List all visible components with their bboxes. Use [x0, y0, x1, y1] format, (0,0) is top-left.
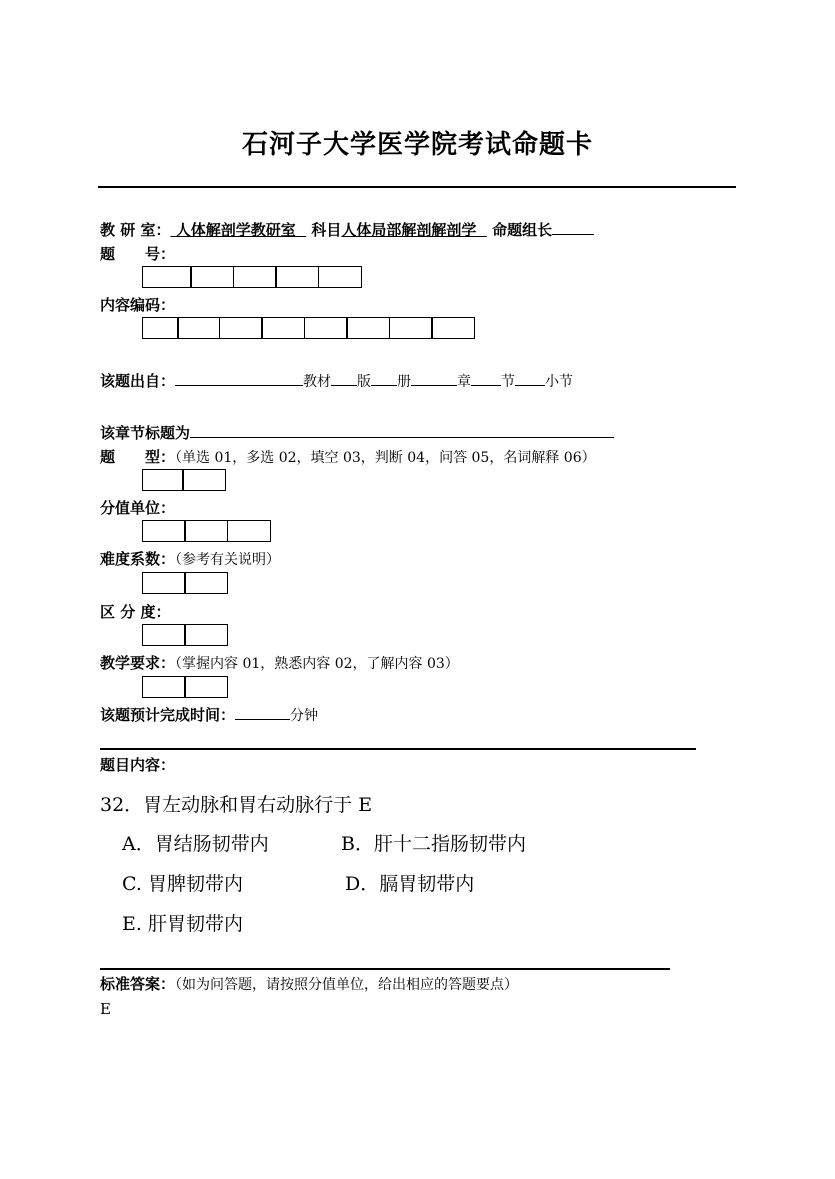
type-box[interactable]: [142, 469, 184, 491]
chapter-title-row: [100, 422, 614, 443]
chapter-title-blank[interactable]: [190, 422, 614, 438]
score-unit-boxes: [143, 520, 271, 542]
teaching-row: [100, 652, 459, 673]
volume-blank[interactable]: [371, 370, 397, 386]
discrimination-box[interactable]: [142, 624, 186, 646]
content-code-box[interactable]: [431, 317, 475, 339]
answer-value: E: [100, 1000, 111, 1018]
time-label: 该题预计完成时间：: [100, 706, 236, 724]
question-no-box[interactable]: [190, 266, 234, 288]
edition-blank[interactable]: [331, 370, 357, 386]
answer-label: 标准答案：: [100, 975, 176, 993]
source-unit-chapter: 章: [457, 374, 472, 390]
teaching-boxes: [143, 676, 228, 698]
option-b: B．肝十二指肠韧带内: [341, 833, 526, 855]
question-no-box[interactable]: [233, 266, 277, 288]
answer-note: （如为问答题，请按照分值单位，给出相应的答题要点）: [175, 977, 519, 993]
subject-value: 人体局部解剖解剖学: [341, 221, 477, 239]
discrimination-label: 区 分 度：: [100, 603, 171, 621]
page-title: 石河子大学医学院考试命题卡: [241, 130, 593, 160]
question-no-box[interactable]: [142, 266, 192, 288]
content-code-box[interactable]: [346, 317, 390, 339]
chapter-title-label: 该章节标题为: [100, 424, 191, 442]
header-row: [100, 219, 594, 240]
subject-label: 科目: [311, 221, 342, 239]
score-unit-box[interactable]: [227, 520, 271, 542]
discrimination-boxes: [143, 624, 228, 646]
source-unit-section: 节: [501, 374, 516, 390]
time-row: [100, 704, 318, 725]
content-code-box[interactable]: [261, 317, 305, 339]
content-code-box[interactable]: [389, 317, 433, 339]
leader-label: 命题组长: [492, 221, 553, 239]
time-blank[interactable]: [235, 704, 290, 720]
content-code-box[interactable]: [219, 317, 263, 339]
question-section-label: 题目内容：: [100, 756, 176, 774]
type-note: （单选 01，多选 02，填空 03，判断 04，问答 05，名词解释 06）: [175, 450, 596, 466]
teaching-note: （掌握内容 01，熟悉内容 02，了解内容 03）: [175, 656, 459, 672]
answer-divider: [100, 968, 670, 970]
question-stem: 32．胃左动脉和胃右动脉行于 E: [100, 794, 373, 816]
content-code-box[interactable]: [142, 317, 179, 339]
answer-row: [100, 973, 518, 994]
source-unit-subsection: 小节: [545, 374, 574, 390]
dept-value: 人体解剖学教研室: [175, 221, 296, 239]
content-code-box[interactable]: [177, 317, 220, 339]
title-divider: [98, 186, 736, 188]
chapter-blank[interactable]: [411, 370, 457, 386]
time-unit: 分钟: [290, 708, 319, 724]
difficulty-note: （参考有关说明）: [175, 552, 281, 568]
source-row: [100, 370, 573, 391]
question-no-label: 题 号：: [100, 245, 176, 263]
type-boxes: [143, 469, 226, 491]
source-blank[interactable]: [175, 370, 303, 386]
teaching-box[interactable]: [184, 676, 228, 698]
source-unit-edition: 版: [357, 374, 372, 390]
score-unit-label: 分值单位：: [100, 499, 176, 517]
source-unit-textbook: 教材: [303, 374, 332, 390]
question-no-boxes: [143, 266, 362, 288]
teaching-box[interactable]: [142, 676, 186, 698]
score-unit-box[interactable]: [142, 520, 186, 542]
content-code-box[interactable]: [304, 317, 348, 339]
option-d: D．膈胃韧带内: [345, 873, 475, 895]
content-code-label: 内容编码：: [100, 296, 176, 314]
type-box[interactable]: [182, 469, 226, 491]
difficulty-label: 难度系数：: [100, 550, 176, 568]
teaching-label: 教学要求：: [100, 654, 176, 672]
option-c: C. 胃脾韧带内: [122, 873, 243, 895]
source-unit-volume: 册: [397, 374, 412, 390]
source-label: 该题出自：: [100, 372, 176, 390]
option-e: E. 肝胃韧带内: [122, 913, 243, 935]
question-no-box[interactable]: [318, 266, 362, 288]
discrimination-box[interactable]: [184, 624, 228, 646]
option-a: A．胃结肠韧带内: [122, 833, 269, 855]
content-code-boxes: [143, 317, 475, 339]
difficulty-box[interactable]: [184, 572, 228, 594]
leader-blank[interactable]: [552, 219, 594, 235]
section-blank[interactable]: [471, 370, 501, 386]
difficulty-row: [100, 548, 280, 569]
subsection-blank[interactable]: [515, 370, 545, 386]
difficulty-boxes: [143, 572, 228, 594]
question-divider: [100, 748, 696, 750]
difficulty-box[interactable]: [142, 572, 186, 594]
question-no-box[interactable]: [275, 266, 319, 288]
score-unit-box[interactable]: [184, 520, 228, 542]
type-label: 题 型：: [100, 448, 176, 466]
dept-label: 教 研 室：: [100, 221, 171, 239]
type-row: [100, 446, 596, 467]
